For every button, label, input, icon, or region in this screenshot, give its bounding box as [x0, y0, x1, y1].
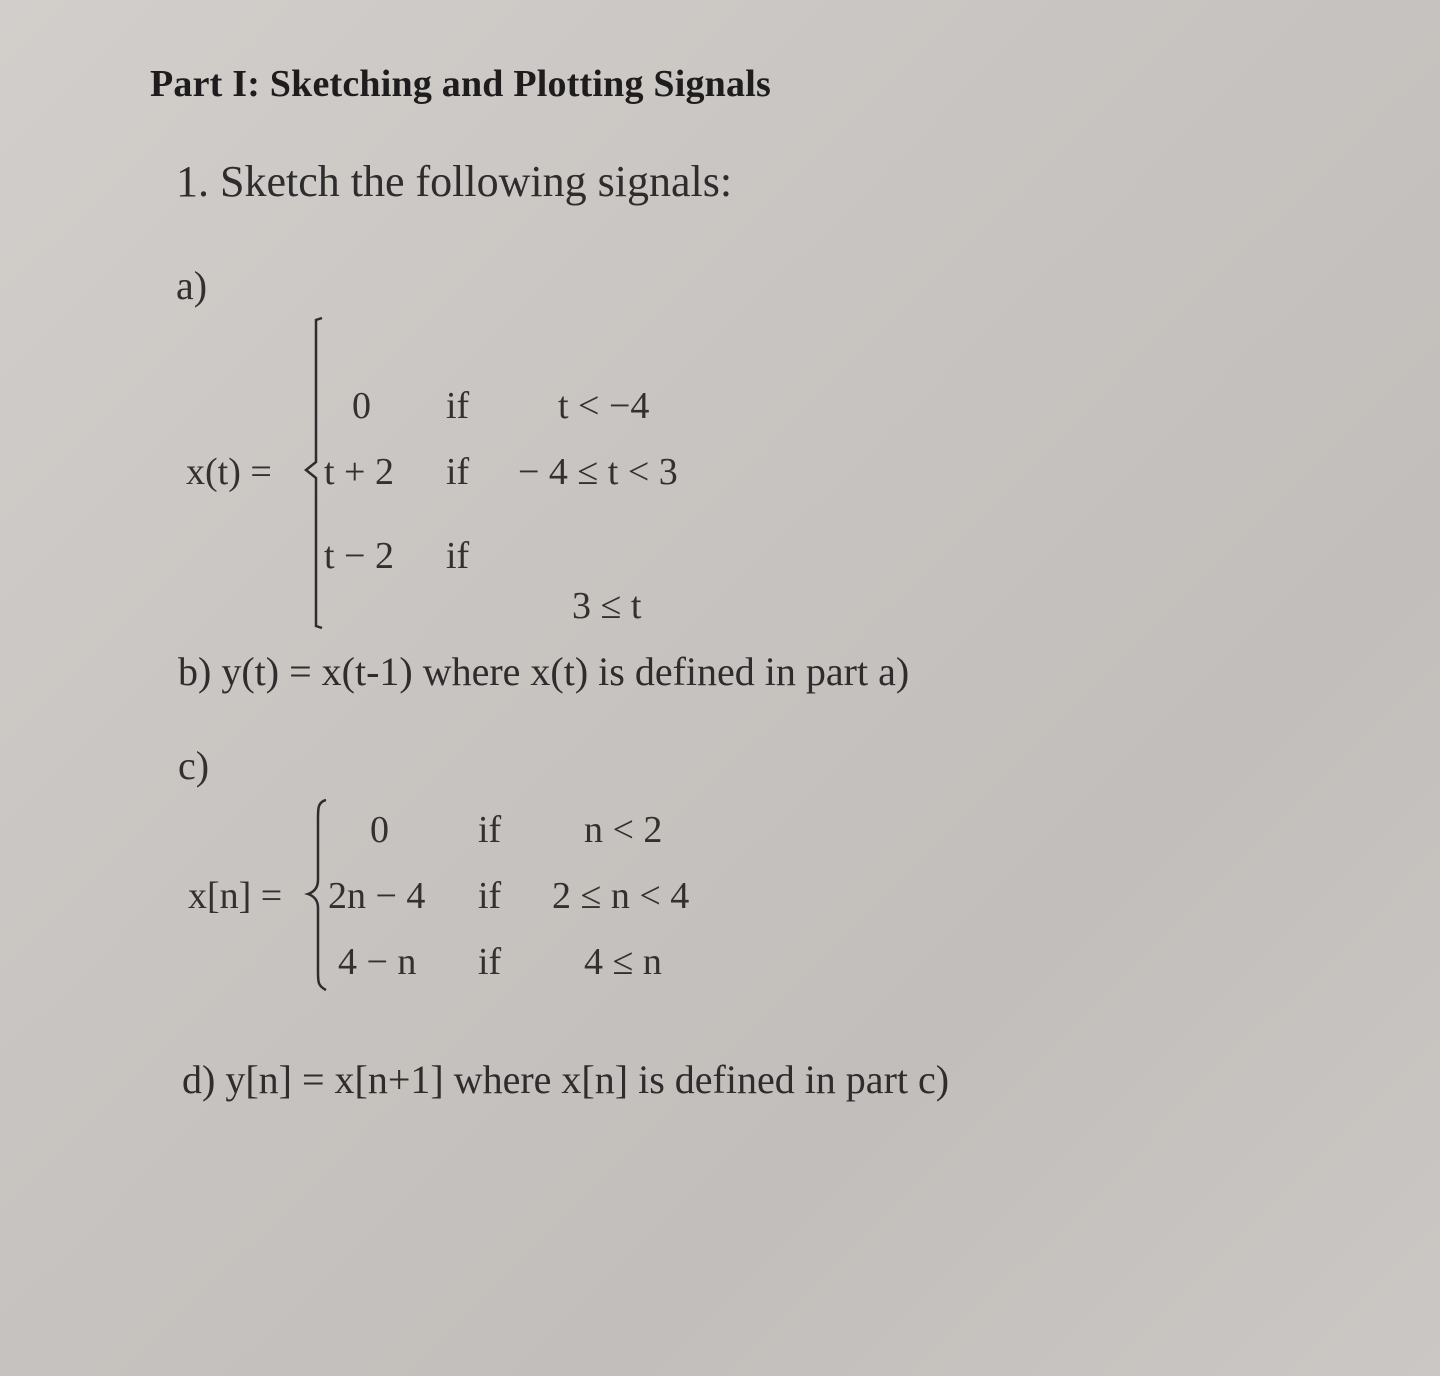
part-d-text: d) y[n] = x[n+1] where x[n] is defined in part c)	[182, 1057, 950, 1102]
part-a-row1-condition: t < −4	[558, 385, 650, 427]
part-c-row2-value: 2n − 4	[328, 875, 426, 917]
part-c-row3-if: if	[478, 941, 502, 983]
part-a-row1-if: if	[446, 385, 470, 427]
part-c-lhs: x[n] =	[188, 875, 283, 917]
part-a-row2-if: if	[446, 451, 470, 493]
part-a-row3-value: t − 2	[324, 535, 394, 577]
part-c-row1-condition: n < 2	[584, 809, 663, 851]
part-c-row2-if: if	[478, 875, 502, 917]
part-a-row3-condition: 3 ≤ t	[572, 585, 642, 627]
part-c-row3-value: 4 − n	[338, 941, 417, 983]
part-a-row1-value: 0	[352, 385, 371, 427]
part-a-row2-value: t + 2	[324, 451, 394, 493]
part-c-label: c)	[178, 743, 210, 788]
part-b-text: b) y(t) = x(t-1) where x(t) is defined in part a)	[178, 649, 910, 694]
part-a-label: a)	[176, 263, 208, 308]
part-c-row1-value: 0	[370, 809, 389, 851]
part-c-row1-if: if	[478, 809, 502, 851]
part-a-row2-condition: − 4 ≤ t < 3	[518, 451, 678, 493]
part-a-lhs: x(t) =	[186, 451, 272, 493]
part-c-row2-condition: 2 ≤ n < 4	[552, 875, 690, 917]
part-c-row3-condition: 4 ≤ n	[584, 941, 662, 983]
question-prompt: 1. Sketch the following signals:	[176, 157, 733, 206]
section-heading: Part I: Sketching and Plotting Signals	[150, 63, 771, 105]
part-a-row3-if: if	[446, 535, 470, 577]
